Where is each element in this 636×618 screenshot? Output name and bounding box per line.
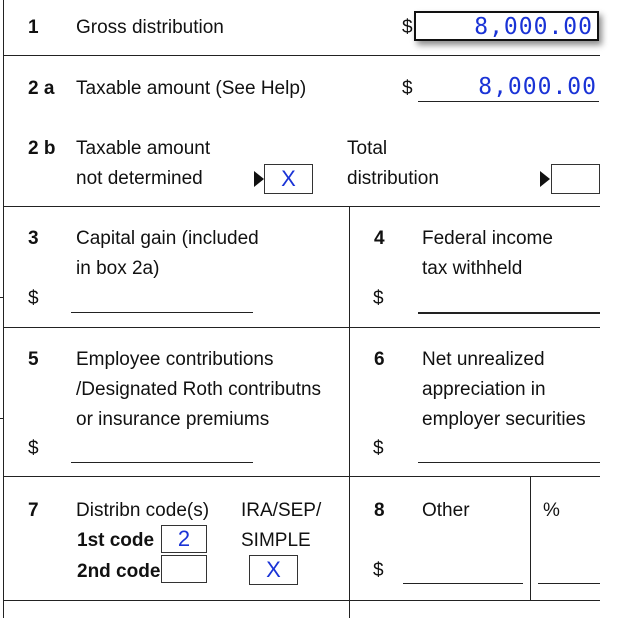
divider-4: [3, 476, 600, 477]
center-divider: [349, 206, 350, 618]
federal-tax-withheld-input[interactable]: [418, 312, 600, 314]
box8-number: 8: [374, 500, 385, 521]
tick-1: [0, 297, 4, 298]
second-code-label: 2nd code: [77, 561, 161, 582]
box4-number: 4: [374, 228, 385, 249]
box3-label-line1: Capital gain (included: [76, 228, 259, 249]
box2a-label: Taxable amount (See Help): [76, 78, 307, 99]
box1-number: 1: [28, 17, 39, 38]
tick-2: [0, 418, 4, 419]
box6-currency: $: [373, 438, 384, 459]
box3-currency: $: [28, 288, 39, 309]
box4-label-line1: Federal income: [422, 228, 553, 249]
left-border: [3, 0, 4, 618]
box5-label-line1: Employee contributions: [76, 349, 274, 370]
employee-contributions-input[interactable]: [71, 462, 253, 463]
box5-label-line3: or insurance premiums: [76, 409, 270, 430]
box4-label-line2: tax withheld: [422, 258, 523, 279]
total-label-line1: Total: [347, 138, 388, 159]
taxable-amount-value: 8,000.00: [478, 74, 597, 100]
box5-label-line2: /Designated Roth contributns: [76, 379, 322, 400]
ira-label-line1: IRA/SEP/: [241, 500, 322, 521]
box3-number: 3: [28, 228, 39, 249]
not-determined-checkbox[interactable]: X: [264, 164, 313, 194]
ira-label-line2: SIMPLE: [241, 530, 311, 551]
box6-label-line2: appreciation in: [422, 379, 546, 400]
box4-currency: $: [373, 288, 384, 309]
gross-distribution-input[interactable]: [414, 11, 599, 41]
second-code-input[interactable]: [161, 555, 207, 583]
box5-currency: $: [28, 438, 39, 459]
net-unrealized-appreciation-input[interactable]: [418, 462, 600, 463]
box2b-number: 2 b: [28, 138, 56, 159]
taxable-amount-underline: [418, 101, 599, 102]
box1-label: Gross distribution: [76, 17, 224, 38]
total-distribution-checkbox[interactable]: [551, 164, 600, 194]
gross-distribution-value: 8,000.00: [474, 14, 593, 40]
box1-currency: $: [402, 17, 413, 38]
ira-sep-simple-checkbox[interactable]: X: [249, 555, 298, 585]
divider-3: [3, 327, 600, 328]
box7-label: Distribn code(s): [76, 500, 210, 521]
other-amount-input[interactable]: [403, 583, 523, 584]
box2a-number: 2 a: [28, 78, 55, 99]
box2a-currency: $: [402, 78, 413, 99]
box6-label-line1: Net unrealized: [422, 349, 545, 370]
divider-2: [3, 206, 600, 207]
box5-number: 5: [28, 349, 39, 370]
divider-5: [3, 600, 600, 601]
divider-1: [3, 55, 600, 56]
total-label-line2: distribution: [347, 168, 439, 189]
percent-label: %: [543, 500, 560, 521]
box3-label-line2: in box 2a): [76, 258, 160, 279]
arrow-icon: [540, 171, 550, 187]
box8-label: Other: [422, 500, 470, 521]
box7-number: 7: [28, 500, 39, 521]
box8-divider: [530, 476, 531, 600]
box8-currency: $: [373, 560, 384, 581]
taxable-amount-input[interactable]: [418, 73, 599, 101]
box2b-label-line1: Taxable amount: [76, 138, 211, 159]
first-code-input[interactable]: 2: [161, 525, 207, 553]
other-percent-input[interactable]: [538, 583, 600, 584]
capital-gain-input[interactable]: [71, 312, 253, 313]
box6-number: 6: [374, 349, 385, 370]
box6-label-line3: employer securities: [422, 409, 586, 430]
box2b-label-line2: not determined: [76, 168, 203, 189]
first-code-label: 1st code: [77, 530, 155, 551]
arrow-icon: [254, 171, 264, 187]
